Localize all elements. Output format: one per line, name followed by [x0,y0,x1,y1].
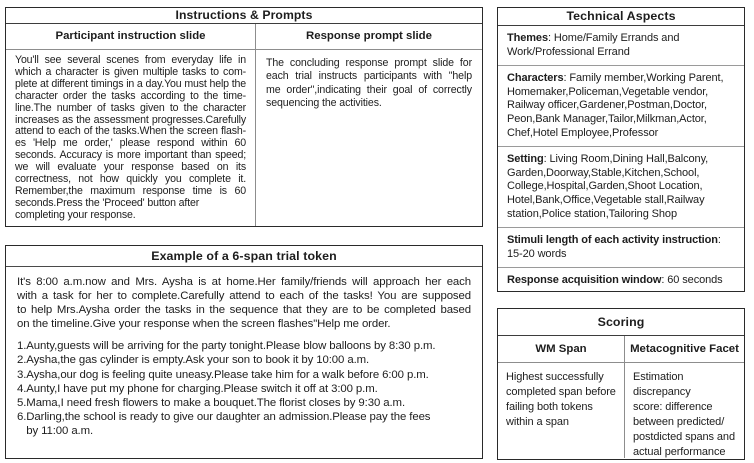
text-line [507,274,735,288]
wm-span-column [498,336,625,458]
text-line: Remember,the maximum response time is 60 [15,184,246,197]
section-label: Setting [507,153,544,166]
text-line [507,234,735,248]
text-line: 15-20 words [507,247,567,260]
text-line: Peon,Bank Manager,Tailor,Milkman,Actor, [507,112,707,125]
wm-span-header: WM Span [498,336,624,363]
section-text: : Home/Family Errands and [547,32,680,44]
example-intro-text [17,275,471,331]
response-column-header: Response prompt slide [256,24,482,50]
text-line: seconds.Press the 'Proceed' button after [15,196,200,209]
text-line: by 11:00 a.m. [17,424,94,437]
technical-sections [498,26,744,294]
instructions-prompts-panel [5,7,483,227]
text-line: attend to each of the tasks.When the screen flash- [15,125,246,138]
text-line: The concluding response prompt slide for [266,57,472,69]
text-line: me order",indicating their goal of correctly [266,83,472,96]
metacognitive-facet-header: Metacognitive Facet [625,336,744,363]
participant-instruction-text [6,50,255,222]
participant-column-header: Participant instruction slide [6,24,255,50]
metacognitive-facet-text [625,363,744,460]
instructions-prompts-title: Instructions & Prompts [6,8,482,24]
text-line: to help Mrs.Aysha order the tasks in the sequence that they are to be completed based [17,304,471,317]
text-line: actual performance [633,446,726,458]
technical-section [498,66,744,147]
section-label: Characters [507,72,564,85]
text-line: Work/Professional Errand [507,45,630,58]
text-line [507,153,735,167]
text-line [507,32,735,46]
technical-section [498,228,744,268]
text-line: You'll see several scenes from everyday life in [15,54,246,66]
text-line: Highest successfully [506,371,604,383]
section-label: Response acquisition window [507,274,662,287]
text-line: 1.Aunty,guests will be arriving for the party tonight.Please blow balloons by 8:30 p.m. [17,340,436,353]
text-line: each trial instructs participants with "help [266,70,472,83]
text-line: It's 8:00 a.m.now and Mrs. Aysha is at home.Her family/friends will approach her each [17,276,471,288]
example-trial-title: Example of a 6-span trial token [6,246,482,267]
section-label: Themes [507,32,548,44]
section-label: Stimuli length of each activity instruction [507,234,718,247]
text-line: between predicted/ [633,416,725,428]
text-line: postdicted spans and [633,431,735,443]
technical-section [498,26,744,66]
text-line: line.The number of tasks given to the character [15,101,246,114]
text-line: 4.Aunty,I have put my phone for charging.Please switch it off at 3:00 p.m. [17,382,378,395]
text-line: 3.Aysha,our dog is feeling quite uneasy.Please take him for a walk before 6:00 p.m. [17,368,429,381]
text-line: 5.Mama,I need fresh flowers to make a bouquet.The florist closes by 9:30 a.m. [17,396,406,409]
scoring-title: Scoring [498,309,744,336]
technical-aspects-panel [497,7,745,292]
scoring-columns [498,336,744,458]
text-line: seconds. Accuracy is more important than speed; [15,149,246,162]
text-line: Garden,Doorway,Stable,Kitchen,School, [507,166,700,179]
text-line: College,Hospital,Garden,Shoot Location, [507,180,703,193]
instructions-columns [6,24,482,226]
text-line: completing your response. [15,208,136,221]
section-text: : Family member,Working Parent, [563,72,724,85]
text-line: station,Police station,Tailoring Shop [507,207,677,220]
technical-section [498,268,744,294]
technical-aspects-title: Technical Aspects [498,8,744,26]
section-text: : Living Room,Dining Hall,Balcony, [543,153,709,166]
example-trial-body [6,267,482,438]
text-line: Estimation discrepancy [633,371,691,398]
metacognitive-facet-column [625,336,744,458]
text-line: Homemaker,Policeman,Vegetable vendor, [507,85,709,98]
text-line: we will evaluate your response based on its [15,161,246,174]
text-line: score: difference [633,401,713,413]
wm-span-text [498,363,624,430]
scoring-panel [497,308,745,460]
text-line: with a task for her to complete.Carefully attend to each of the tasks! You are supposed [17,290,471,303]
text-line: Hotel,Bank,Office,Vegetable stall,Railway [507,193,705,206]
response-prompt-column [256,24,482,226]
technical-section [498,147,744,228]
text-line: failing both tokens [506,401,593,413]
text-line: within a span [506,416,569,428]
text-line: 2.Aysha,the gas cylinder is empty.Ask your son to book it by 10:00 a.m. [17,354,370,367]
section-text: : [717,234,721,247]
text-line: correctness, not how quickly you complete it. [15,173,246,186]
text-line: es 'Help me order,' please respond within 60 [15,137,246,150]
text-line: sequencing the activities. [266,97,382,110]
text-line: on the timeline.Give your response when the screen flashes"Help me order. [17,318,391,331]
text-line: character order the tasks according to the time- [15,89,246,102]
text-line: completed span before [506,386,616,398]
text-line: increases as the assessment progresses.Carefully [15,113,246,126]
text-line [507,72,735,86]
example-task-list [17,339,471,438]
example-trial-panel [5,245,483,459]
participant-instruction-column [6,24,256,226]
text-line: Railway officer,Gardener,Postman,Doctor, [507,99,708,112]
section-text: : 60 seconds [661,274,723,287]
text-line: plete at different timings in a day.You must help the [15,77,246,90]
text-line: 6.Darling,the school is ready to give our daughter an admission.Please pay the fees [17,410,431,423]
text-line: which a character is given multiple tasks to com- [15,65,246,78]
response-prompt-text [256,50,482,111]
text-line: Chef,Hotel Employee,Professor [507,126,659,139]
